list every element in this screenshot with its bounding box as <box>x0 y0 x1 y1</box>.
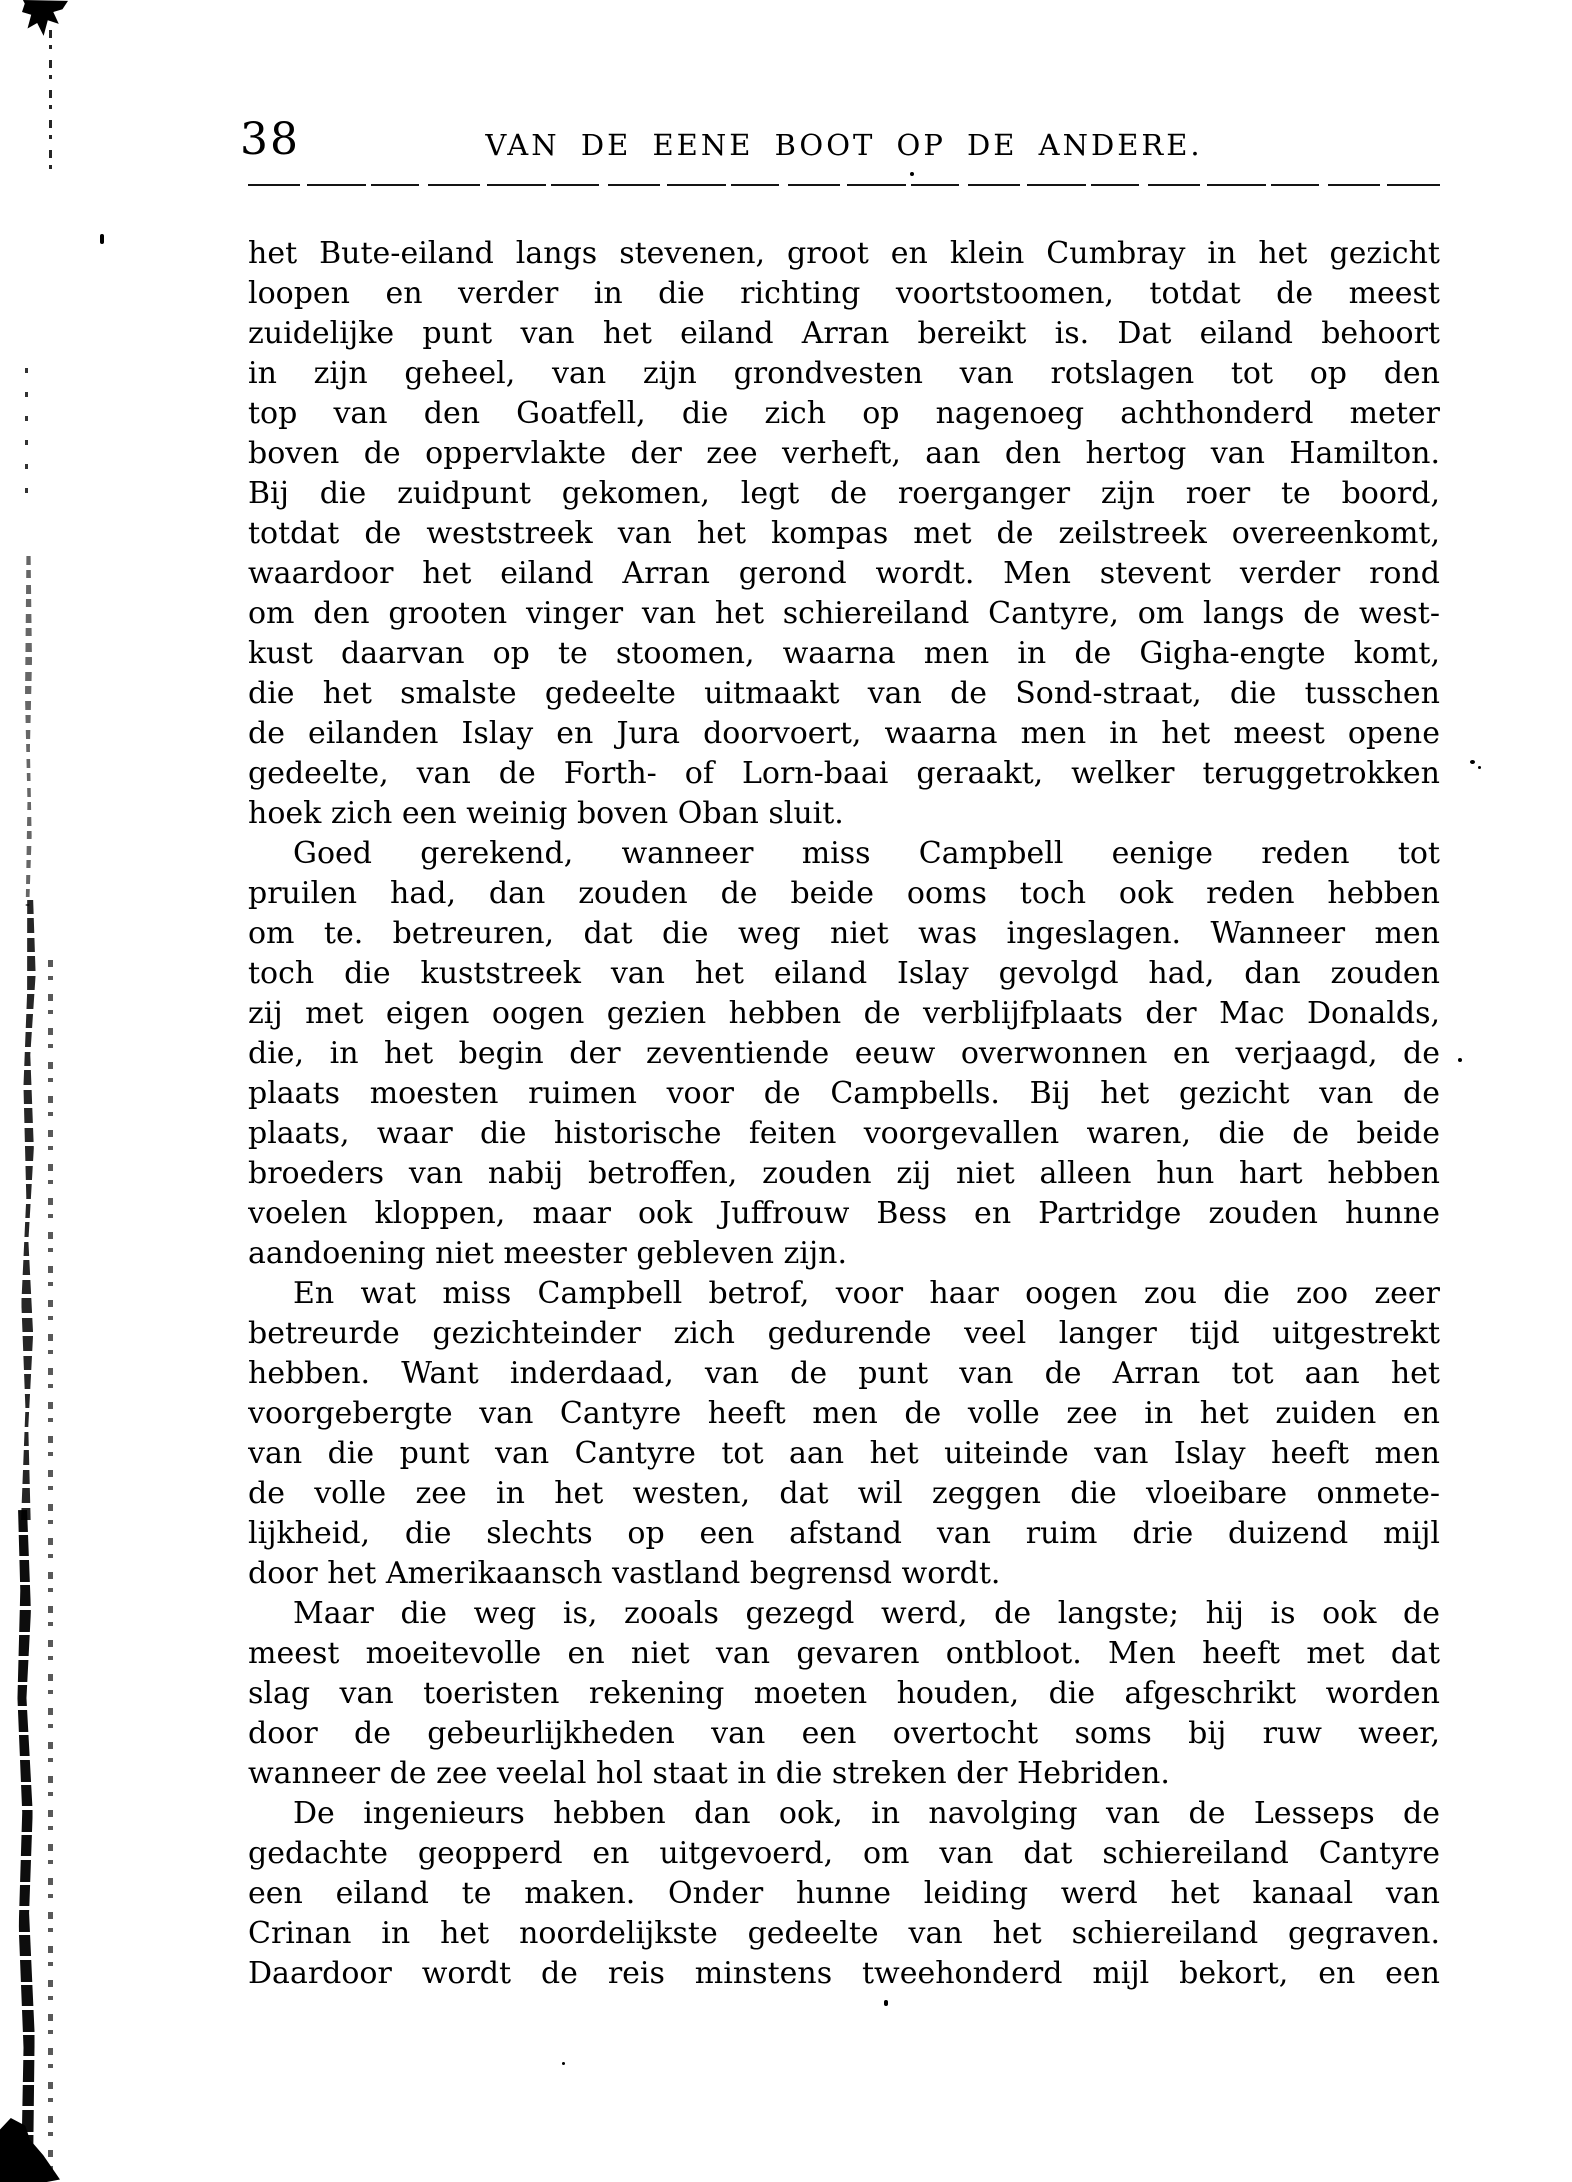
text-line: gedachte geopperd en uitgevoerd, om van dat schiereiland Cantyre <box>248 1836 1440 1871</box>
text-line: Maar die weg is, zooals gezegd werd, de langste; hij is ook de <box>293 1596 1440 1631</box>
text-line: om den grooten vinger van het schiereiland Cantyre, om langs de west- <box>248 596 1440 631</box>
text-line: Goed gerekend, wanneer miss Campbell eenige reden tot <box>293 836 1440 871</box>
text-line: boven de oppervlakte der zee verheft, aan den hertog van Hamilton. <box>248 436 1440 471</box>
text-line: door de gebeurlijkheden van een overtocht soms bij ruw weer, <box>248 1716 1440 1751</box>
paragraph <box>248 234 1440 834</box>
text-line: plaats, waar die historische feiten voorgevallen waren, die de beide <box>248 1116 1440 1151</box>
text-line: top van den Goatfell, die zich op nagenoeg achthonderd meter <box>248 396 1440 431</box>
page-text <box>248 234 1440 1994</box>
page-number: 38 <box>240 114 300 165</box>
text-line: de volle zee in het westen, dat wil zeggen die vloeibare onmete- <box>248 1476 1440 1511</box>
text-line: door het Amerikaansch vastland begrensd wordt. <box>248 1556 1001 1591</box>
text-line: kust daarvan op te stoomen, waarna men in de Gigha-engte komt, <box>248 636 1440 671</box>
text-line: de eilanden Islay en Jura doorvoert, waarna men in het meest opene <box>248 716 1440 751</box>
text-line: loopen en verder in die richting voortstoomen, totdat de meest <box>248 276 1440 311</box>
paragraph <box>248 834 1440 1274</box>
text-line: toch die kuststreek van het eiland Islay gevolgd had, dan zouden <box>248 956 1440 991</box>
text-line: Bij die zuidpunt gekomen, legt de roerganger zijn roer te boord, <box>248 476 1440 511</box>
scan-speck <box>562 2062 565 2065</box>
scan-artifact-binding-streak-thin <box>48 960 53 2182</box>
text-line: hoek zich een weinig boven Oban sluit. <box>248 796 844 831</box>
text-line: lijkheid, die slechts op een afstand van ruim drie duizend mijl <box>248 1516 1440 1551</box>
scan-artifact-binding-streak-lower <box>15 1510 36 2182</box>
text-line: die, in het begin der zeventiende eeuw overwonnen en verjaagd, de <box>248 1036 1440 1071</box>
text-line: plaats moesten ruimen voor de Campbells. Bij het gezicht van de <box>248 1076 1440 1111</box>
text-line: En wat miss Campbell betrof, voor haar oogen zou die zoo zeer <box>293 1276 1440 1311</box>
text-line: om te. betreuren, dat die weg niet was ingeslagen. Wanneer men <box>248 916 1440 951</box>
scan-speck <box>100 234 104 244</box>
scan-artifact-corner-dotted-line <box>49 30 52 170</box>
text-line: zij met eigen oogen gezien hebben de verblijfplaats der Mac Donalds, <box>248 996 1440 1031</box>
text-line: broeders van nabij betroffen, zouden zij niet alleen hun hart hebben <box>248 1156 1440 1191</box>
paragraph <box>248 1594 1440 1794</box>
header-rule <box>248 184 1440 187</box>
paragraph <box>248 1274 1440 1594</box>
text-line: gedeelte, van de Forth- of Lorn-baai geraakt, welker teruggetrokken <box>248 756 1440 791</box>
text-line: betreurde gezichteinder zich gedurende veel langer tijd uitgestrekt <box>248 1316 1440 1351</box>
scan-speck <box>1478 766 1481 769</box>
text-line: die het smalste gedeelte uitmaakt van de Sond-straat, die tusschen <box>248 676 1440 711</box>
text-line: Daardoor wordt de reis minstens tweehonderd mijl bekort, en een <box>248 1956 1440 1991</box>
scan-speck <box>1470 760 1475 764</box>
scan-artifact-margin-dots <box>25 368 28 498</box>
text-line: van die punt van Cantyre tot aan het uiteinde van Islay heeft men <box>248 1436 1440 1471</box>
text-line: waardoor het eiland Arran gerond wordt. Men stevent verder rond <box>248 556 1440 591</box>
text-line: in zijn geheel, van zijn grondvesten van rotslagen tot op den <box>248 356 1440 391</box>
text-line: voorgebergte van Cantyre heeft men de volle zee in het zuiden en <box>248 1396 1440 1431</box>
text-line: meest moeitevolle en niet van gevaren ontbloot. Men heeft met dat <box>248 1636 1440 1671</box>
text-line: Crinan in het noordelijkste gedeelte van het schiereiland gegraven. <box>248 1916 1440 1951</box>
text-line: het Bute-eiland langs stevenen, groot en klein Cumbray in het gezicht <box>248 236 1440 271</box>
scan-speck <box>910 172 914 176</box>
scan-artifact-binding-streak-middle <box>20 900 36 1520</box>
scan-artifact-torn-corner <box>22 0 68 46</box>
text-line: De ingenieurs hebben dan ook, in navolging van de Lesseps de <box>293 1796 1440 1831</box>
text-line: een eiland te maken. Onder hunne leiding werd het kanaal van <box>248 1876 1440 1911</box>
running-title: VAN DE EENE BOOT OP DE ANDERE. <box>485 128 1203 162</box>
text-line: hebben. Want inderdaad, van de punt van de Arran tot aan het <box>248 1356 1440 1391</box>
text-line: pruilen had, dan zouden de beide ooms toch ook reden hebben <box>248 876 1440 911</box>
scan-speck <box>884 2000 888 2006</box>
text-line: slag van toeristen rekening moeten houden, die afgeschrikt worden <box>248 1676 1440 1711</box>
paragraph <box>248 1794 1440 1994</box>
scan-speck <box>1458 1058 1462 1062</box>
text-line: aandoening niet meester gebleven zijn. <box>248 1236 848 1271</box>
scan-artifact-binding-streak-upper <box>25 556 32 906</box>
text-line: voelen kloppen, maar ook Juffrouw Bess en Partridge zouden hunne <box>248 1196 1440 1231</box>
text-line: zuidelijke punt van het eiland Arran bereikt is. Dat eiland behoort <box>248 316 1440 351</box>
text-line: wanneer de zee veelal hol staat in die streken der Hebriden. <box>248 1756 1170 1791</box>
text-line: totdat de weststreek van het kompas met de zeilstreek overeenkomt, <box>248 516 1440 551</box>
